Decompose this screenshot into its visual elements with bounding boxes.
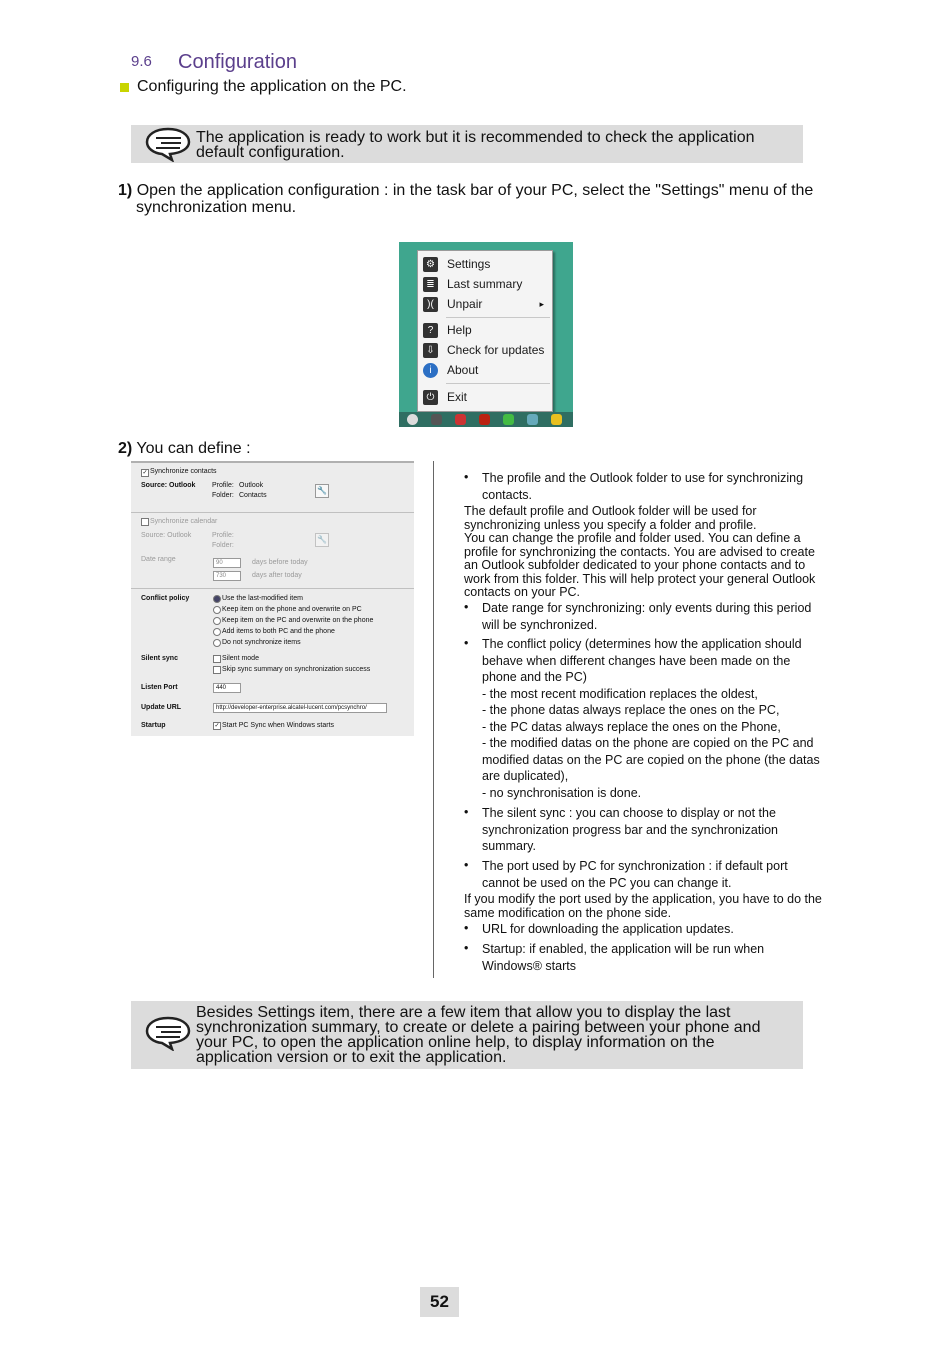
text-line: summary. [482,839,536,853]
radio-conflict-option[interactable] [213,595,221,603]
startup-label: Startup [141,722,166,729]
text-line: - the modified datas on the phone are copied on the PC and [482,736,814,750]
document-icon: ≣ [423,277,438,292]
bullet-text [482,941,838,974]
note-line: default configuration. [196,144,345,161]
profile-label: Profile: [212,532,234,539]
bullet-text [482,600,838,633]
tray-icon[interactable] [503,414,514,425]
submenu-arrow-icon: ▸ [539,299,544,309]
text-line: The profile and the Outlook folder to use for synchronizing [482,471,804,485]
subtitle: Configuring the application on the PC. [137,78,407,95]
text-line: phone and the PC) [482,670,587,684]
days-before-input[interactable]: 90 [213,558,241,568]
menu-separator [446,383,550,384]
menu-item-label: Last summary [447,277,523,291]
days-after-label: days after today [252,572,302,579]
text-line: The silent sync : you can choose to display or not the [482,806,776,820]
antivirus-tray-icon[interactable] [479,414,490,425]
menu-item-help[interactable] [418,320,552,340]
text-line: an Outlook subfolder dedicated to your phone contacts and to [464,558,806,572]
tray-icon[interactable] [455,414,466,425]
step-text: Open the application configuration : in the task bar of your PC, select the "Settings" menu of the [136,182,814,199]
text-line: - the phone datas always replace the ones on the PC, [482,703,780,717]
conflict-policy-label: Conflict policy [141,595,190,602]
text-line: If you modify the port used by the application, you have to do the [464,892,822,906]
text-line: same modification on the phone side. [464,905,672,920]
note-line: The application is ready to work but it is recommended to check the application [196,129,755,146]
text-line: contacts on your PC. [464,585,581,599]
text-line: The port used by PC for synchronization : if default port [482,859,788,873]
bullet-text [482,470,838,503]
days-before-label: days before today [252,559,308,566]
radio-conflict-option[interactable] [213,606,221,614]
section-number: 9.6 [131,53,152,70]
bullet: • [464,921,469,935]
sync-tray-icon[interactable] [407,414,418,425]
bullet: • [464,858,469,872]
menu-item-about[interactable] [418,360,552,380]
text-line: will be synchronized. [482,617,598,632]
folder-label: Folder: [212,492,234,499]
text-line: synchronization progress bar and the synchronization [482,822,779,837]
startup-option-label: Start PC Sync when Windows starts [222,722,335,729]
taskbar [399,412,573,427]
note-line: synchronization summary, to create or delete a pairing between your phone and [196,1019,761,1036]
menu-item-last-summary[interactable] [418,274,552,294]
context-menu-screenshot [399,242,573,427]
bullet-text [482,921,838,938]
text-line: URL for downloading the application updates. [482,922,734,936]
checkbox-skip-summary[interactable] [213,666,221,674]
divider [131,588,414,589]
speech-bubble-icon [143,1015,193,1051]
wrench-icon[interactable]: 🔧 [315,484,329,498]
note-line: Besides Settings item, there are a few item that allow you to display the last [196,1004,731,1021]
menu-item-label: Help [447,323,472,337]
silent-mode-label: Silent mode [222,655,259,662]
text-line: profile for synchronizing the contacts. You are advised to create [464,544,815,559]
bullet-text [482,636,838,801]
bullet: • [464,805,469,819]
profile-label: Profile: [212,482,234,489]
square-bullet-icon [120,83,129,92]
context-menu [417,250,553,412]
text-line: - the most recent modification replaces the oldest, [482,686,758,701]
checkbox-sync-calendar[interactable] [141,518,149,526]
bullet: • [464,470,469,484]
menu-item-check-updates[interactable] [418,340,552,360]
section-title: Configuration [178,51,297,73]
menu-item-label: Unpair [447,297,483,311]
column-divider [433,461,434,978]
power-icon: ⏻ [423,390,438,405]
text-line: The conflict policy (determines how the application should [482,637,802,651]
update-url-label: Update URL [141,704,182,711]
info-icon: i [423,363,438,378]
radio-conflict-option[interactable] [213,639,221,647]
text-line: Startup: if enabled, the application will be run when [482,942,765,956]
menu-item-label: About [447,363,479,377]
listen-port-input[interactable]: 440 [213,683,241,693]
paragraph [464,505,839,600]
folder-value: Contacts [239,492,267,499]
text-line: Date range for synchronizing: only events during this period [482,601,812,615]
divider [131,512,414,513]
menu-item-label: Settings [447,257,491,271]
speech-bubble-icon [143,126,193,162]
text-line: work from this folder. This will help protect your general Outlook [464,571,816,586]
wrench-icon[interactable]: 🔧 [315,533,329,547]
menu-item-unpair[interactable] [418,294,552,314]
page-number: 52 [420,1287,459,1317]
bullet-text [482,805,838,855]
note-line: your PC, to open the application online help, to display information on the [196,1034,715,1051]
text-line: synchronizing unless you specify a folder and profile. [464,517,757,532]
sync-contacts-label: Synchronize contacts [150,468,217,475]
menu-item-label: Exit [447,390,468,404]
bullet: • [464,941,469,955]
text-line: cannot be used on the PC you can change it. [482,875,732,890]
gear-icon: ⚙ [423,257,438,272]
step-text: synchronization menu. [136,199,297,216]
step-number: 2) [118,440,133,457]
conflict-option-label: Do not synchronize items [222,639,301,646]
text-line: modified datas on the PC are copied on the phone (the datas [482,752,820,767]
settings-panel [131,461,414,736]
right-column [464,470,844,980]
conflict-option-label: Keep item on the PC and overwrite on the phone [222,617,374,624]
conflict-option-label: Add items to both PC and the phone [222,628,335,635]
text-line: Windows® starts [482,958,576,973]
text-line: are duplicated), [482,769,569,783]
tray-icon[interactable] [431,414,442,425]
note-box [131,1001,803,1069]
silent-sync-label: Silent sync [141,655,178,662]
folder-label: Folder: [212,542,234,549]
listen-port-label: Listen Port [141,684,178,691]
days-after-input[interactable]: 730 [213,571,241,581]
date-range-label: Date range [141,556,176,563]
text-line: behave when different changes have been made on the [482,653,791,668]
skip-summary-label: Skip sync summary on synchronization success [222,666,371,673]
bullet: • [464,600,469,614]
menu-item-label: Check for updates [447,343,545,357]
step-2 [118,440,251,457]
download-icon: ⇩ [423,343,438,358]
radio-conflict-option[interactable] [213,617,221,625]
source-label: Source: Outlook [141,532,192,539]
conflict-option-label: Use the last-modified item [222,595,303,602]
checkbox-sync-contacts[interactable]: ✓ [142,470,148,476]
volume-tray-icon[interactable] [527,414,538,425]
unpair-icon: )( [423,297,438,312]
update-url-input[interactable]: http://developer-enterprise.alcatel-lucent.com/pcsynchro/ [213,703,387,713]
sync-calendar-label: Synchronize calendar [150,518,218,525]
menu-item-exit[interactable] [418,387,552,407]
source-label: Source: Outlook [141,482,196,489]
checkbox-silent-mode[interactable] [213,655,221,663]
menu-separator [446,317,550,318]
checkbox-startup[interactable]: ✓ [214,723,220,729]
paragraph [464,893,839,920]
conflict-option-label: Keep item on the phone and overwrite on PC [222,606,362,613]
step-1 [118,182,813,216]
help-icon: ? [423,323,438,338]
note-box [131,125,803,163]
step-number: 1) [118,182,133,199]
bullet: • [464,636,469,650]
text-line: The default profile and Outlook folder will be used for [464,504,757,518]
note-line: application version or to exit the application. [196,1049,507,1066]
text-line: - no synchronisation is done. [482,785,642,800]
text-line: contacts. [482,487,533,502]
profile-value: Outlook [239,482,264,489]
tray-icon[interactable] [551,414,562,425]
bullet-text [482,858,838,891]
menu-item-settings[interactable] [418,254,552,274]
radio-conflict-option[interactable] [213,628,221,636]
text-line: You can change the profile and folder used. You can define a [464,531,801,545]
text-line: - the PC datas always replace the ones on the Phone, [482,719,781,734]
step-text: You can define : [136,440,251,457]
